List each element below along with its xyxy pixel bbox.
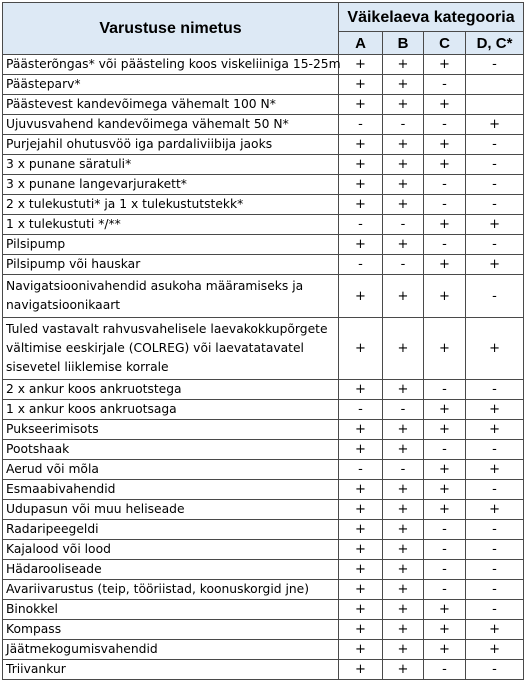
category-b-mark: + [383,155,424,175]
category-b-mark: + [383,195,424,215]
category-d-mark: + [466,420,524,440]
category-a-mark: + [339,235,383,255]
category-c-mark: - [424,115,466,135]
category-d-mark: - [466,135,524,155]
category-c-mark: + [424,480,466,500]
category-d-mark: - [466,175,524,195]
category-d-mark: - [466,235,524,255]
category-a-mark: + [339,560,383,580]
category-c-mark: + [424,275,466,318]
header-equipment-name: Varustuse nimetus [3,3,339,55]
equipment-name: Pilsipump või hauskar [3,255,339,275]
category-d-mark: + [466,460,524,480]
category-d-mark: + [466,400,524,420]
table-row [3,600,524,620]
equipment-table [2,2,524,680]
equipment-name: Pootshaak [3,440,339,460]
equipment-name: Päästeparv* [3,75,339,95]
category-b-mark: + [383,560,424,580]
category-c-mark: - [424,660,466,680]
category-a-mark: + [339,55,383,75]
equipment-name: Pilsipump [3,235,339,255]
table-row [3,500,524,520]
table-row [3,55,524,75]
equipment-name: Hädarooliseade [3,560,339,580]
category-a-mark: + [339,480,383,500]
category-b-mark: + [383,660,424,680]
table-row [3,520,524,540]
category-b-mark: + [383,580,424,600]
category-c-mark: - [424,440,466,460]
table-row [3,660,524,680]
category-d-mark: + [466,620,524,640]
category-a-mark: + [339,420,383,440]
equipment-name: Ujuvusvahend kandevõimega vähemalt 50 N* [3,115,339,135]
category-a-mark: + [339,600,383,620]
header-category-a: A [339,32,383,55]
category-c-mark: - [424,175,466,195]
category-d-mark: + [466,318,524,380]
equipment-name: Kajalood või lood [3,540,339,560]
category-c-mark: + [424,600,466,620]
category-b-mark: + [383,175,424,195]
category-a-mark: + [339,155,383,175]
category-c-mark: + [424,95,466,115]
category-d-mark: + [466,500,524,520]
category-b-mark: - [383,115,424,135]
equipment-name: 1 x tulekustuti */** [3,215,339,235]
category-d-mark: - [466,600,524,620]
category-d-mark: + [466,640,524,660]
category-d-mark: - [466,275,524,318]
category-a-mark: + [339,620,383,640]
category-a-mark: + [339,660,383,680]
table-row [3,215,524,235]
table-row [3,195,524,215]
category-b-mark: + [383,640,424,660]
category-d-mark: - [466,520,524,540]
table-row [3,75,524,95]
table-row [3,135,524,155]
category-c-mark: + [424,255,466,275]
equipment-name: Radaripeegeldi [3,520,339,540]
equipment-name: 3 x punane langevarjurakett* [3,175,339,195]
category-c-mark: - [424,520,466,540]
header-category-d: D, C* [466,32,524,55]
category-a-mark: - [339,255,383,275]
category-c-mark: + [424,155,466,175]
equipment-name: Purjejahil ohutusvöö iga pardaliviibija jaoks [3,135,339,155]
equipment-name: Tuled vastavalt rahvusvahelisele laevakokkupõrgete vältimise eeskirjale (COLREG) või laevatatavatel sisevetel liiklemise korrale [3,318,339,380]
equipment-name: 3 x punane säratuli* [3,155,339,175]
header-category-title: Väikelaeva kategooria [339,3,524,32]
equipment-name: Udupasun või muu heliseade [3,500,339,520]
table-row [3,560,524,580]
category-b-mark: + [383,95,424,115]
equipment-name: Navigatsioonivahendid asukoha määramiseks ja navigatsioonikaart [3,275,339,318]
category-a-mark: - [339,460,383,480]
category-c-mark: + [424,400,466,420]
table-row [3,420,524,440]
category-d-mark [466,75,524,95]
category-c-mark: - [424,235,466,255]
category-d-mark: - [466,55,524,75]
category-a-mark: - [339,115,383,135]
category-b-mark: + [383,380,424,400]
equipment-name: Pukseerimisots [3,420,339,440]
category-a-mark: + [339,640,383,660]
category-c-mark: - [424,195,466,215]
equipment-name: Triivankur [3,660,339,680]
category-b-mark: + [383,480,424,500]
category-b-mark: + [383,620,424,640]
category-a-mark: + [339,175,383,195]
category-c-mark: + [424,135,466,155]
category-c-mark: + [424,500,466,520]
header-category-b: B [383,32,424,55]
category-a-mark: + [339,440,383,460]
category-c-mark: + [424,420,466,440]
category-d-mark: - [466,155,524,175]
category-c-mark: + [424,640,466,660]
table-row [3,115,524,135]
category-b-mark: + [383,420,424,440]
table-row [3,540,524,560]
category-b-mark: + [383,500,424,520]
equipment-name: 1 x ankur koos ankruotsaga [3,400,339,420]
table-row [3,255,524,275]
header-category-c: C [424,32,466,55]
category-c-mark: - [424,580,466,600]
category-a-mark: + [339,580,383,600]
category-b-mark: + [383,275,424,318]
category-d-mark: - [466,540,524,560]
category-d-mark: - [466,580,524,600]
category-a-mark: - [339,215,383,235]
category-d-mark: - [466,195,524,215]
category-b-mark: + [383,520,424,540]
table-row [3,440,524,460]
category-b-mark: + [383,235,424,255]
equipment-name: Päästevest kandevõimega vähemalt 100 N* [3,95,339,115]
table-row [3,155,524,175]
category-a-mark: + [339,540,383,560]
table-row [3,460,524,480]
category-a-mark: + [339,318,383,380]
table-row [3,640,524,660]
category-b-mark: + [383,55,424,75]
equipment-name: 2 x ankur koos ankruotstega [3,380,339,400]
equipment-name: Aerud või mõla [3,460,339,480]
category-a-mark: + [339,500,383,520]
category-a-mark: + [339,195,383,215]
table-row [3,235,524,255]
table-body [3,55,524,680]
table-row [3,580,524,600]
category-b-mark: - [383,400,424,420]
category-a-mark: + [339,135,383,155]
category-c-mark: + [424,215,466,235]
table-row [3,275,524,318]
category-b-mark: - [383,255,424,275]
table-row [3,175,524,195]
table-row [3,620,524,640]
equipment-name: Avariivarustus (teip, tööriistad, koonuskorgid jne) [3,580,339,600]
equipment-name: Päästerõngas* või päästeling koos viskeliiniga 15-25m [3,55,339,75]
category-a-mark: + [339,380,383,400]
equipment-name: Jäätmekogumisvahendid [3,640,339,660]
category-b-mark: + [383,600,424,620]
category-d-mark: + [466,115,524,135]
category-b-mark: + [383,440,424,460]
category-a-mark: + [339,275,383,318]
category-c-mark: - [424,380,466,400]
category-b-mark: - [383,460,424,480]
category-b-mark: + [383,75,424,95]
category-c-mark: + [424,620,466,640]
category-d-mark: - [466,480,524,500]
equipment-name: 2 x tulekustuti* ja 1 x tulekustutstekk* [3,195,339,215]
equipment-name: Kompass [3,620,339,640]
category-d-mark: + [466,255,524,275]
category-d-mark [466,95,524,115]
equipment-name: Esmaabivahendid [3,480,339,500]
category-b-mark: + [383,318,424,380]
category-a-mark: + [339,75,383,95]
equipment-name: Binokkel [3,600,339,620]
category-c-mark: - [424,75,466,95]
category-c-mark: - [424,540,466,560]
category-d-mark: - [466,440,524,460]
table-row [3,318,524,380]
category-a-mark: + [339,520,383,540]
category-d-mark: + [466,215,524,235]
category-a-mark: + [339,95,383,115]
table-row [3,380,524,400]
category-d-mark: - [466,380,524,400]
category-c-mark: + [424,55,466,75]
table-row [3,95,524,115]
category-c-mark: - [424,560,466,580]
category-d-mark: - [466,660,524,680]
category-c-mark: + [424,460,466,480]
category-c-mark: + [424,318,466,380]
table-row [3,400,524,420]
category-b-mark: - [383,215,424,235]
category-d-mark: - [466,560,524,580]
category-a-mark: - [339,400,383,420]
table-row [3,480,524,500]
category-b-mark: + [383,135,424,155]
category-b-mark: + [383,540,424,560]
